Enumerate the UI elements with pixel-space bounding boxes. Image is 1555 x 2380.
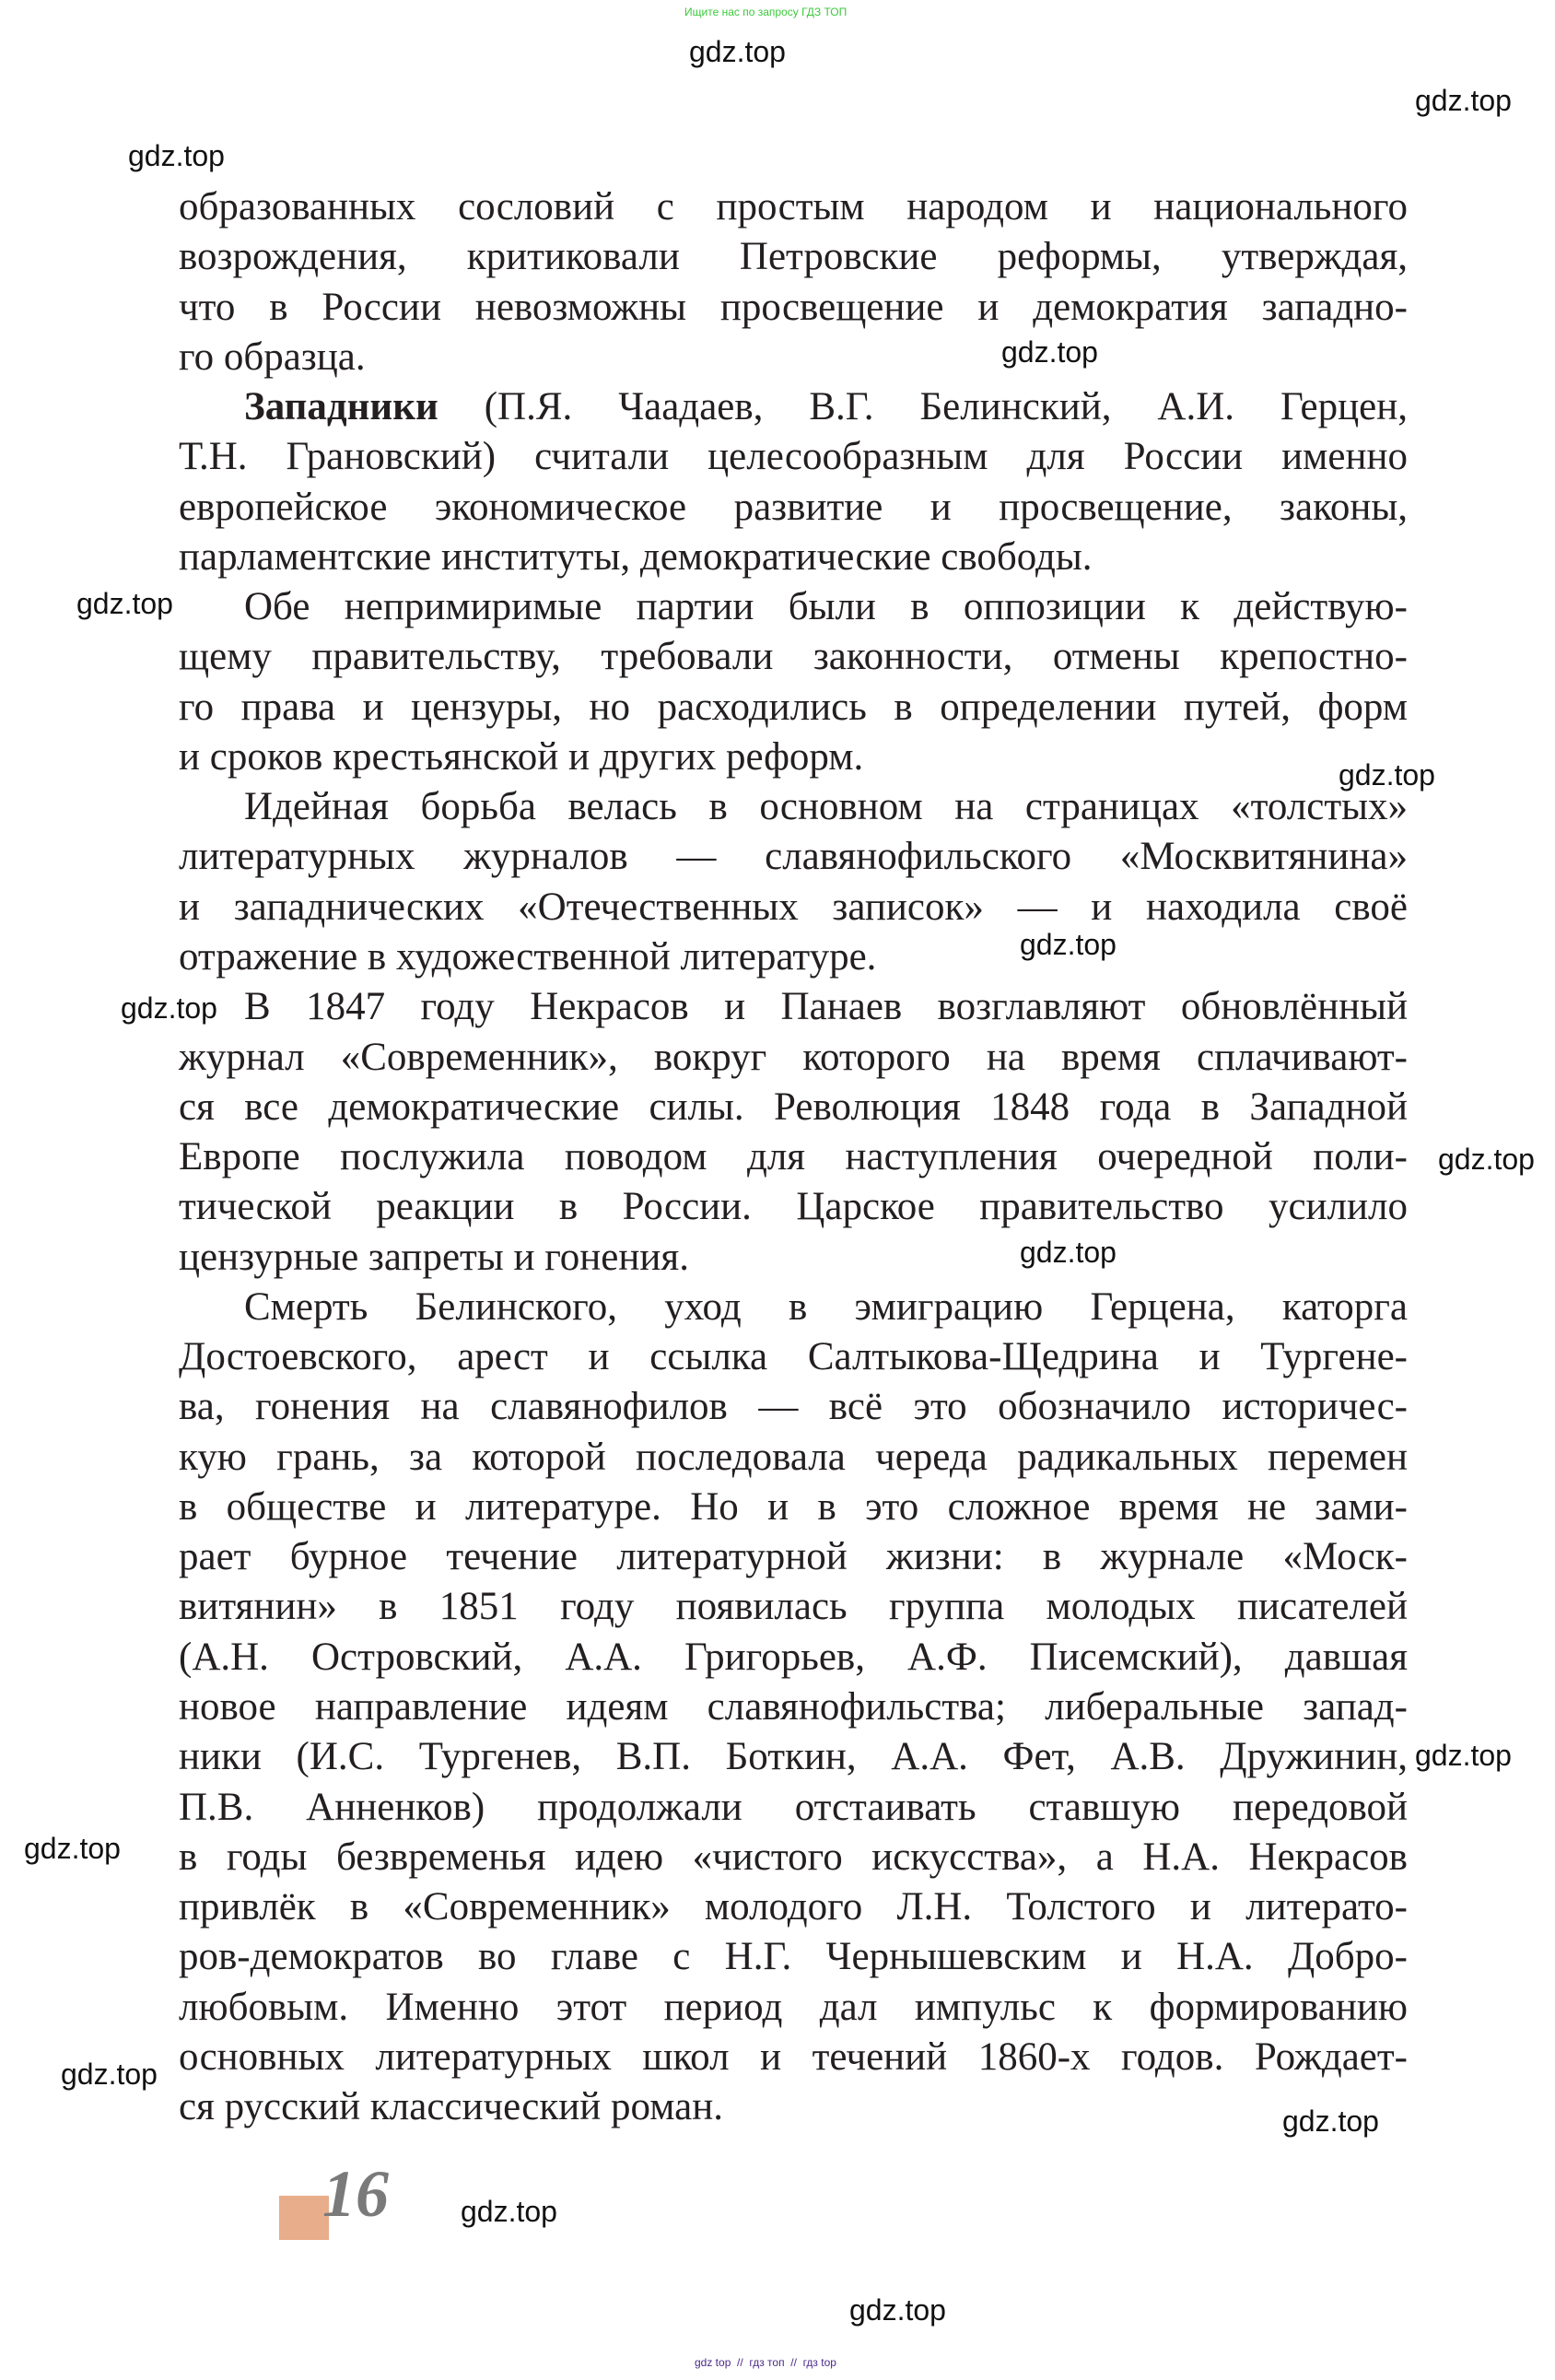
line-text: рает бурное течение литературной жизни: в журнале «Моск- [179, 1535, 1408, 1579]
text-line [179, 1682, 1408, 1732]
watermark: gdz.top [1415, 84, 1512, 117]
line-text: (П.Я. Чаадаев, В.Г. Белинский, А.И. Герцен, [438, 385, 1408, 429]
line-text: (А.Н. Островский, А.А. Григорьев, А.Ф. Писемский), давшая [179, 1635, 1408, 1679]
line-text: го образца. [179, 334, 366, 379]
line-text: ров-демократов во главе с Н.Г. Чернышевским и Н.А. Добро- [179, 1935, 1408, 1979]
watermark: gdz.top [121, 991, 217, 1025]
line-text: тической реакции в России. Царское правительство усилило [179, 1185, 1408, 1229]
line-text: Т.Н. Грановский) считали целесообразным для России именно [179, 435, 1408, 479]
line-text: и сроков крестьянской и других реформ. [179, 734, 864, 779]
watermark: gdz.top [1020, 1236, 1117, 1269]
line-text: Достоевского, арест и ссылка Салтыкова-Щедрина и Тургене- [179, 1335, 1408, 1379]
line-text: и западнических «Отечественных записок» — и находила своё [179, 885, 1408, 929]
line-text: европейское экономическое развитие и просвещение, законы, [179, 485, 1408, 529]
text-line [179, 932, 1408, 982]
text-line [179, 1783, 1408, 1833]
text-line [179, 1983, 1408, 2033]
watermark: gdz.top [689, 35, 786, 68]
text-line [179, 782, 1408, 832]
text-line [179, 1132, 1408, 1182]
footer-note: gdz top // гдз топ // гдз top [695, 2356, 836, 2369]
text-line [179, 1532, 1408, 1582]
line-text: ва, гонения на славянофилов — всё это обозначило историчес- [179, 1385, 1408, 1429]
line-text: привлёк в «Современник» молодого Л.Н. Толстого и литерато- [179, 1885, 1408, 1929]
line-text: Идейная борьба велась в основном на страницах «толстых» [244, 785, 1408, 829]
line-text: цензурные запреты и гонения. [179, 1235, 689, 1279]
line-text: В 1847 году Некрасов и Панаев возглавляют обновлённый [244, 985, 1408, 1029]
text-line [179, 1582, 1408, 1632]
line-text: отражение в художественной литературе. [179, 934, 877, 979]
line-text: витянин» в 1851 году появилась группа молодых писателей [179, 1585, 1408, 1629]
text-line [179, 883, 1408, 932]
text-line [179, 1932, 1408, 1982]
watermark: gdz.top [849, 2293, 946, 2327]
text-line [179, 1833, 1408, 1882]
text-line [179, 683, 1408, 733]
text-line [179, 1332, 1408, 1382]
line-text: литературных журналов — славянофильского «Москвитянина» [179, 835, 1408, 879]
line-text: П.В. Анненков) продолжали отстаивать ставшую передовой [179, 1785, 1408, 1829]
line-text: ся все демократические силы. Революция 1848 года в Западной [179, 1084, 1408, 1129]
page-number-marker [279, 2196, 329, 2240]
watermark: gdz.top [1438, 1143, 1535, 1176]
line-text: основных литературных школ и течений 1860-х годов. Рождает- [179, 2034, 1408, 2079]
watermark: gdz.top [1020, 928, 1117, 961]
text-line [179, 582, 1408, 632]
text-line [179, 432, 1408, 482]
watermark: gdz.top [1001, 335, 1098, 369]
watermark: gdz.top [61, 2058, 158, 2091]
line-text: ся русский классический роман. [179, 2085, 723, 2129]
text-line [179, 382, 1408, 432]
line-text: Европе послужила поводом для наступления очередной поли- [179, 1135, 1408, 1179]
line-text: Обе непримиримые партии были в оппозиции к действую- [244, 585, 1408, 629]
watermark: gdz.top [24, 1832, 121, 1865]
line-text: образованных сословий с простым народом и национального [179, 185, 1408, 229]
watermark: gdz.top [1339, 758, 1435, 791]
line-text: журнал «Современник», вокруг которого на время сплачивают- [179, 1035, 1408, 1079]
text-line [179, 483, 1408, 533]
line-text: щему правительству, требовали законности, отмены крепостно- [179, 635, 1408, 679]
body-text [179, 182, 1408, 2132]
text-line [179, 232, 1408, 282]
line-text: новое направление идеям славянофильства; либеральные запад- [179, 1684, 1408, 1729]
text-line [179, 283, 1408, 333]
text-line [179, 1882, 1408, 1932]
watermark: gdz.top [128, 139, 225, 172]
text-line [179, 1033, 1408, 1083]
term-heading: Западники [244, 385, 438, 429]
line-text: парламентские институты, демократические свободы. [179, 534, 1093, 579]
text-line [179, 733, 1408, 782]
line-text: го права и цензуры, но расходились в определении путей, форм [179, 685, 1408, 729]
line-text: возрождения, критиковали Петровские реформы, утверждая, [179, 235, 1408, 279]
text-line [179, 1382, 1408, 1432]
text-line [179, 1182, 1408, 1232]
text-line [179, 182, 1408, 232]
text-line [179, 2033, 1408, 2082]
watermark: gdz.top [76, 587, 173, 620]
page-number: 16 [322, 2157, 389, 2231]
text-line [179, 1483, 1408, 1532]
text-line [179, 1633, 1408, 1682]
text-line [179, 533, 1408, 582]
text-line [179, 1233, 1408, 1283]
text-line [179, 2082, 1408, 2132]
line-text: в обществе и литературе. Но и в это сложное время не зами- [179, 1484, 1408, 1529]
line-text: кую грань, за которой последовала череда радикальных перемен [179, 1435, 1408, 1479]
watermark: gdz.top [1415, 1739, 1512, 1772]
text-line [179, 1732, 1408, 1782]
line-text: в годы безвременья идею «чистого искусства», а Н.А. Некрасов [179, 1835, 1408, 1879]
search-hint-banner: Ищите нас по запросу ГДЗ ТОП [684, 6, 848, 18]
text-line [179, 1433, 1408, 1483]
line-text: Смерть Белинского, уход в эмиграцию Герцена, каторга [244, 1284, 1408, 1329]
line-text: любовым. Именно этот период дал импульс к формированию [179, 1985, 1408, 2029]
line-text: ники (И.С. Тургенев, В.П. Боткин, А.А. Фет, А.В. Дружинин, [179, 1735, 1408, 1779]
text-line [179, 632, 1408, 682]
text-line [179, 982, 1408, 1032]
line-text: что в России невозможны просвещение и демократия западно- [179, 285, 1408, 329]
text-line [179, 1083, 1408, 1132]
text-line [179, 832, 1408, 882]
watermark: gdz.top [461, 2195, 557, 2228]
text-line [179, 333, 1408, 382]
text-line [179, 1283, 1408, 1332]
watermark: gdz.top [1282, 2104, 1379, 2138]
